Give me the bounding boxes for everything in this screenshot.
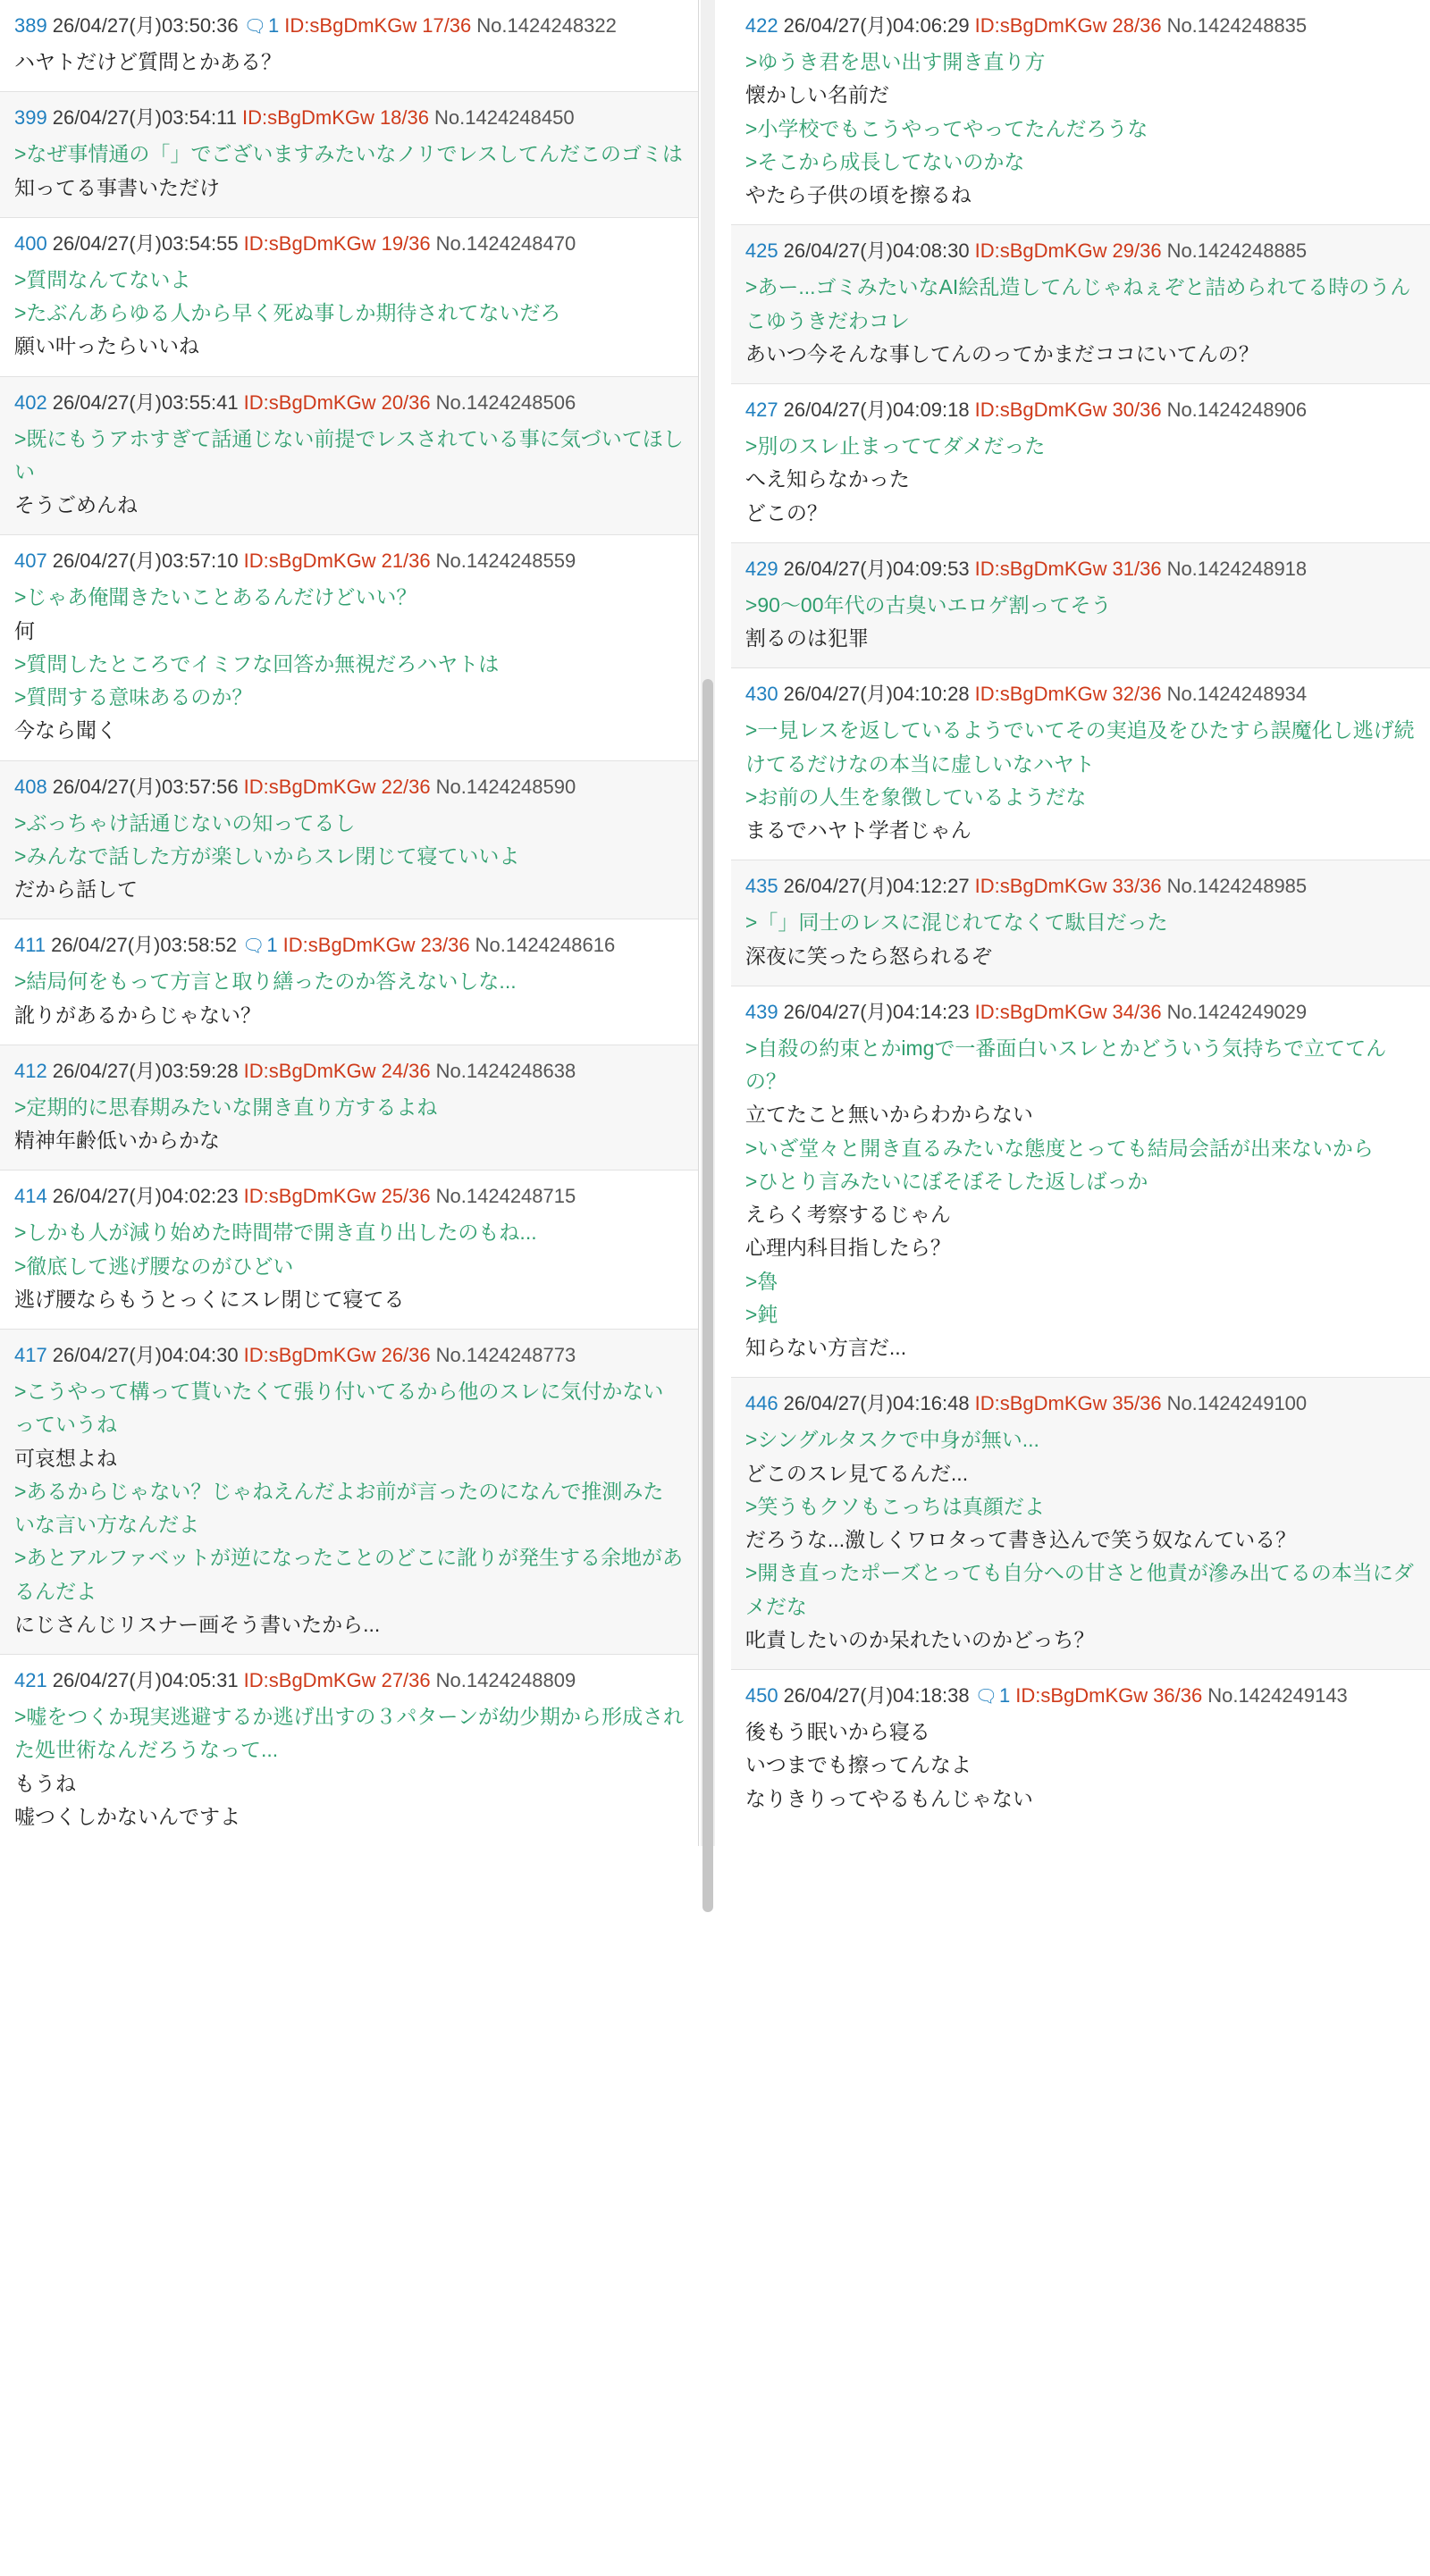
quote-line: >ゆうき君を思い出す開き直り方 xyxy=(744,50,1046,73)
post-no[interactable]: No.1424248985 xyxy=(1166,875,1308,898)
quote-line: >しかも人が減り始めた時間帯で開き直り出したのもね... xyxy=(14,1221,537,1245)
post-no[interactable]: No.1424248885 xyxy=(1166,239,1308,263)
post-meta xyxy=(14,388,684,417)
post-meta xyxy=(14,1056,684,1086)
text-line: 逃げ腰ならもうとっくにスレ閉じて寝てる xyxy=(14,1287,405,1311)
quote-line: >質問なんてないよ xyxy=(14,267,191,291)
post-meta xyxy=(14,546,684,575)
reply-bubble-icon[interactable]: 🗨 xyxy=(243,17,267,37)
post-no[interactable]: No.1424248906 xyxy=(1166,399,1308,421)
post-meta xyxy=(745,554,1416,583)
post-number[interactable]: 399 xyxy=(14,106,47,130)
post-count-badge: 17/36 xyxy=(422,14,472,37)
post-timestamp: 26/04/27(月)03:58:52 xyxy=(51,934,238,957)
poster-id[interactable]: ID:sBgDmKGw xyxy=(243,1669,376,1691)
post-count-badge: 21/36 xyxy=(381,550,431,573)
poster-id[interactable]: ID:sBgDmKGw xyxy=(974,875,1107,898)
post-no[interactable]: No.1424249029 xyxy=(1166,1000,1308,1023)
scrollbar-thumb[interactable] xyxy=(702,679,713,1912)
text-line: 知らない方言だ... xyxy=(744,1336,907,1359)
post-timestamp: 26/04/27(月)04:16:48 xyxy=(783,1392,970,1415)
quote-line: >既にもうアホすぎて話通じない前提でレスされている事に気づいてほしい xyxy=(14,426,684,483)
quote-line: >お前の人生を象徴しているようだな xyxy=(744,785,1087,809)
post-number[interactable]: 422 xyxy=(744,14,778,37)
text-line: 深夜に笑ったら怒られるぞ xyxy=(744,944,992,968)
post-timestamp: 26/04/27(月)03:55:41 xyxy=(52,390,239,414)
poster-id[interactable]: ID:sBgDmKGw xyxy=(242,106,374,130)
post-count-badge: 31/36 xyxy=(1112,557,1162,580)
poster-id[interactable]: ID:sBgDmKGw xyxy=(974,14,1107,37)
post-meta xyxy=(14,229,684,258)
poster-id[interactable]: ID:sBgDmKGw xyxy=(974,1000,1107,1023)
post-no[interactable]: No.1424248450 xyxy=(434,106,575,130)
post xyxy=(731,384,1430,543)
post-count-badge: 26/36 xyxy=(381,1344,431,1366)
post xyxy=(731,1378,1430,1670)
post-number[interactable]: 411 xyxy=(14,934,46,957)
post-meta xyxy=(745,236,1416,265)
post-body xyxy=(745,1032,1416,1365)
post-no[interactable]: No.1424248506 xyxy=(435,390,576,414)
post-timestamp: 26/04/27(月)04:09:18 xyxy=(783,399,970,421)
post-number[interactable]: 446 xyxy=(744,1392,778,1415)
post-timestamp: 26/04/27(月)04:06:29 xyxy=(783,14,970,37)
text-line: あいつ今そんな事してんのってかまだココにいてんの？ xyxy=(744,341,1259,365)
quote-line: >ひとり言みたいにぼそぼそした返しばっか xyxy=(744,1169,1148,1193)
post-body xyxy=(745,271,1416,371)
reply-count[interactable]: 1 xyxy=(266,934,278,957)
post xyxy=(0,0,698,92)
quote-line: >開き直ったポーズとっても自分への甘さと他責が滲み出てるの本当にダメだな xyxy=(744,1561,1414,1618)
post-count-badge: 35/36 xyxy=(1112,1392,1162,1415)
post-meta xyxy=(745,395,1416,424)
post xyxy=(0,218,698,377)
quote-line: >一見レスを返しているようでいてその実追及をひたすら誤魔化し逃げ続けてるだけなの本当に虚しいなハヤト xyxy=(744,718,1415,776)
quote-line: >シングルタスクで中身が無い... xyxy=(744,1428,1039,1452)
quote-line: >質問する意味あるのか？ xyxy=(14,685,253,709)
post-meta xyxy=(14,930,684,960)
post-number[interactable]: 389 xyxy=(14,14,47,37)
post-body xyxy=(14,423,684,523)
post xyxy=(731,0,1430,225)
post-timestamp: 26/04/27(月)04:10:28 xyxy=(783,683,970,706)
post-no[interactable]: No.1424249143 xyxy=(1207,1684,1348,1707)
post-meta xyxy=(745,871,1416,901)
text-line: まるでハヤト学者じゃん xyxy=(744,818,972,842)
post-meta xyxy=(14,103,684,132)
post-number[interactable]: 421 xyxy=(14,1669,47,1691)
post-timestamp: 26/04/27(月)04:14:23 xyxy=(783,1000,970,1023)
text-line: 立てたこと無いからわからない xyxy=(744,1103,1033,1127)
text-line: 今なら聞く xyxy=(14,718,117,743)
post-timestamp: 26/04/27(月)03:54:55 xyxy=(52,231,239,255)
post-meta xyxy=(14,1666,684,1695)
post-no[interactable]: No.1424248773 xyxy=(435,1344,576,1366)
quote-line: >いざ堂々と開き直るみたいな態度とっても結局会話が出来ないから xyxy=(744,1136,1374,1160)
post-number[interactable]: 427 xyxy=(744,399,778,421)
post xyxy=(731,1670,1430,1828)
post-timestamp: 26/04/27(月)04:05:31 xyxy=(52,1669,239,1691)
post-count-badge: 20/36 xyxy=(381,390,431,414)
post-number[interactable]: 400 xyxy=(14,231,47,255)
post-body xyxy=(745,1716,1416,1816)
post-meta xyxy=(745,679,1416,709)
poster-id[interactable]: ID:sBgDmKGw xyxy=(974,1392,1107,1415)
post-body xyxy=(14,264,684,364)
post-count-badge: 30/36 xyxy=(1112,399,1162,421)
quote-line: >たぶんあらゆる人から早く死ぬ事しか期待されてないだろ xyxy=(14,301,561,324)
reply-bubble-icon[interactable]: 🗨 xyxy=(974,1687,997,1707)
post-timestamp: 26/04/27(月)04:08:30 xyxy=(783,239,970,263)
post xyxy=(0,761,698,920)
post-meta xyxy=(14,11,684,40)
text-line: 懐かしい名前だ xyxy=(744,83,889,107)
quote-line: >鈍 xyxy=(744,1302,778,1326)
poster-id[interactable]: ID:sBgDmKGw xyxy=(243,1344,376,1366)
quote-line: >あとアルファベットが逆になったことのどこに訛りが発生する余地があるんだよ xyxy=(14,1546,684,1603)
post-body xyxy=(745,906,1416,973)
poster-id[interactable]: ID:sBgDmKGw xyxy=(974,399,1107,421)
post-no[interactable]: No.1424248559 xyxy=(435,550,576,573)
poster-id[interactable]: ID:sBgDmKGw xyxy=(284,14,417,37)
quote-line: >別のスレ止まっててダメだった xyxy=(744,434,1046,457)
post-timestamp: 26/04/27(月)03:57:56 xyxy=(52,775,239,798)
post-body xyxy=(745,714,1416,847)
quote-line: >90〜00年代の古臭いエロゲ割ってそう xyxy=(744,592,1112,617)
reply-count[interactable]: 1 xyxy=(268,14,280,37)
post-timestamp: 26/04/27(月)04:12:27 xyxy=(783,875,970,898)
post-count-badge: 36/36 xyxy=(1153,1684,1203,1707)
quote-line: >徹底して逃げ腰なのがひどい xyxy=(14,1254,294,1278)
post-body xyxy=(745,1423,1416,1657)
post-number[interactable]: 402 xyxy=(14,390,47,414)
quote-line: >定期的に思春期みたいな開き直り方するよね xyxy=(14,1095,438,1119)
post xyxy=(731,860,1430,986)
post-meta xyxy=(14,1340,684,1370)
post-timestamp: 26/04/27(月)03:59:28 xyxy=(52,1059,239,1082)
post-body xyxy=(14,1091,684,1158)
quote-line: >こうやって構って貰いたくて張り付いてるから他のスレに気付かないっていうね xyxy=(14,1380,664,1437)
post-meta xyxy=(745,1681,1416,1710)
post-no[interactable]: No.1424249100 xyxy=(1166,1392,1308,1415)
poster-id[interactable]: ID:sBgDmKGw xyxy=(974,683,1107,706)
post-number[interactable]: 429 xyxy=(744,557,778,580)
poster-id[interactable]: ID:sBgDmKGw xyxy=(974,239,1107,263)
post-body xyxy=(14,46,684,79)
quote-line: >小学校でもこうやってやってたんだろうな xyxy=(744,116,1148,140)
post-number[interactable]: 435 xyxy=(744,875,778,898)
post-no[interactable]: No.1424248322 xyxy=(476,14,617,37)
post-number[interactable]: 425 xyxy=(744,239,778,263)
quote-line: >魯 xyxy=(744,1269,778,1293)
post xyxy=(0,535,698,760)
post-no[interactable]: No.1424248715 xyxy=(435,1185,576,1208)
post-count-badge: 22/36 xyxy=(381,775,431,798)
post xyxy=(0,92,698,218)
post-body xyxy=(14,581,684,747)
quote-line: >笑うもクソもこっちは真顔だよ xyxy=(744,1494,1045,1518)
post-number[interactable]: 412 xyxy=(14,1059,47,1082)
post-count-badge: 28/36 xyxy=(1112,14,1162,37)
post-no[interactable]: No.1424248934 xyxy=(1166,683,1308,706)
post xyxy=(0,919,698,1045)
text-line: 叱責したいのか呆れたいのかどっち？ xyxy=(744,1627,1095,1651)
left-column-scrollbar[interactable] xyxy=(701,0,715,1846)
post xyxy=(731,543,1430,669)
quote-line: >ぶっちゃけ話通じないの知ってるし xyxy=(14,810,356,835)
text-line: へえ知らなかった xyxy=(744,467,910,491)
post xyxy=(0,1655,698,1846)
post-number[interactable]: 408 xyxy=(14,775,47,798)
post-no[interactable]: No.1424248470 xyxy=(435,231,576,255)
quote-line: >「」同士のレスに混じれてなくて駄目だった xyxy=(744,910,1168,935)
quote-line: >結局何をもって方言と取り繕ったのか答えないしな... xyxy=(14,969,517,994)
post xyxy=(731,668,1430,860)
post-no[interactable]: No.1424248809 xyxy=(435,1669,576,1691)
post-body xyxy=(745,46,1416,212)
text-line: えらく考察するじゃん xyxy=(744,1203,951,1226)
post-meta xyxy=(14,772,684,801)
text-line: 精神年齢低いからかな xyxy=(14,1129,220,1152)
left-column xyxy=(0,0,699,1846)
post-timestamp: 26/04/27(月)04:02:23 xyxy=(52,1185,239,1208)
text-line: そうごめんね xyxy=(14,493,138,516)
post-number[interactable]: 439 xyxy=(744,1000,778,1023)
text-line: いつまでも擦ってんなよ xyxy=(744,1753,972,1777)
quote-line: >みんなで話した方が楽しいからスレ閉じて寝ていいよ xyxy=(14,843,520,868)
post-count-badge: 19/36 xyxy=(381,231,431,255)
post xyxy=(731,225,1430,384)
text-line: 何 xyxy=(14,618,35,642)
poster-id[interactable]: ID:sBgDmKGw xyxy=(243,1185,376,1208)
post-timestamp: 26/04/27(月)04:09:53 xyxy=(783,557,970,580)
text-line: 願い叶ったらいいね xyxy=(14,334,199,358)
poster-id[interactable]: ID:sBgDmKGw xyxy=(974,557,1107,580)
post-timestamp: 26/04/27(月)03:50:36 xyxy=(52,14,239,37)
post-count-badge: 32/36 xyxy=(1112,683,1162,706)
post-count-badge: 24/36 xyxy=(381,1059,431,1082)
post-meta xyxy=(745,997,1416,1027)
post-body xyxy=(14,1700,684,1833)
post-timestamp: 26/04/27(月)03:54:11 xyxy=(52,106,238,130)
post-no[interactable]: No.1424248638 xyxy=(435,1059,576,1082)
poster-id[interactable]: ID:sBgDmKGw xyxy=(243,775,376,798)
post-number[interactable]: 414 xyxy=(14,1185,47,1208)
quote-line: >あー...ゴミみたいなAI絵乱造してんじゃねぇぞと詰められてる時のうんこゆうきだわコレ xyxy=(744,275,1411,332)
text-line: 知ってる事書いただけ xyxy=(14,175,220,199)
post-no[interactable]: No.1424248918 xyxy=(1166,557,1308,580)
post-no[interactable]: No.1424248616 xyxy=(475,934,616,957)
post-body xyxy=(745,430,1416,530)
poster-id[interactable]: ID:sBgDmKGw xyxy=(243,390,376,414)
poster-id[interactable]: ID:sBgDmKGw xyxy=(243,231,376,255)
quote-line: >質問したところでイミフな回答か無視だろハヤトは xyxy=(14,651,500,675)
post xyxy=(731,986,1430,1379)
reply-count[interactable]: 1 xyxy=(998,1684,1011,1707)
text-line: もうね xyxy=(14,1771,76,1795)
post-body xyxy=(745,589,1416,656)
poster-id[interactable]: ID:sBgDmKGw xyxy=(1015,1684,1148,1707)
quote-line: >そこから成長してないのかな xyxy=(744,149,1025,173)
right-column xyxy=(731,0,1430,1828)
text-line: 心理内科目指したら？ xyxy=(744,1236,951,1260)
text-line: だから話して xyxy=(14,877,138,901)
text-line: 嘘つくしかないんですよ xyxy=(14,1804,240,1828)
post-body xyxy=(14,965,684,1032)
text-line: なりきりってやるもんじゃない xyxy=(744,1786,1033,1810)
post xyxy=(0,377,698,536)
text-line: やたら子供の頃を擦るね xyxy=(744,183,972,206)
text-line: 可哀想よね xyxy=(14,1446,117,1470)
post-no[interactable]: No.1424248590 xyxy=(435,775,576,798)
post xyxy=(0,1171,698,1330)
text-line: 訛りがあるからじゃない？ xyxy=(14,1003,261,1027)
post-count-badge: 18/36 xyxy=(379,106,429,130)
post-number[interactable]: 450 xyxy=(744,1684,778,1707)
post-count-badge: 23/36 xyxy=(420,934,470,957)
text-line: だろうな...激しくワロタって書き込んで笑う奴なんている？ xyxy=(744,1528,1297,1551)
post-meta xyxy=(745,11,1416,40)
post-count-badge: 27/36 xyxy=(381,1669,431,1691)
post-number[interactable]: 417 xyxy=(14,1344,47,1366)
post-no[interactable]: No.1424248835 xyxy=(1166,14,1308,37)
post-number[interactable]: 407 xyxy=(14,550,47,573)
post xyxy=(0,1045,698,1171)
post-body xyxy=(14,1375,684,1641)
quote-line: >あるからじゃない？じゃねえんだよお前が言ったのになんで推測みたいな言い方なんだよ xyxy=(14,1479,664,1536)
quote-line: >じゃあ俺聞きたいことあるんだけどいい？ xyxy=(14,585,417,609)
post-body xyxy=(14,807,684,907)
poster-id[interactable]: ID:sBgDmKGw xyxy=(243,1059,376,1082)
post-body xyxy=(14,138,684,205)
post-count-badge: 29/36 xyxy=(1112,239,1162,263)
quote-line: >自殺の約束とかimgで一番面白いスレとかどういう気持ちで立ててんの？ xyxy=(744,1036,1387,1093)
text-line: どこの？ xyxy=(744,500,828,524)
text-line: にじさんじリスナー画そう書いたから... xyxy=(14,1612,381,1636)
text-line: どこのスレ見てるんだ... xyxy=(744,1461,969,1485)
reply-bubble-icon[interactable]: 🗨 xyxy=(242,936,265,957)
quote-line: >嘘をつくか現実逃避するか逃げ出すの３パターンが幼少期から形成された処世術なんだろうなって... xyxy=(14,1705,684,1762)
post-count-badge: 33/36 xyxy=(1112,875,1162,898)
text-line: 割るのは犯罪 xyxy=(744,626,869,650)
quote-line: >なぜ事情通の「」でございますみたいなノリでレスしてんだこのゴミは xyxy=(14,142,683,166)
post-timestamp: 26/04/27(月)03:57:10 xyxy=(52,550,239,573)
text-line: 後もう眠いから寝る xyxy=(744,1720,930,1743)
poster-id[interactable]: ID:sBgDmKGw xyxy=(282,934,416,957)
poster-id[interactable]: ID:sBgDmKGw xyxy=(243,550,376,573)
text-line: ハヤトだけど質問とかある？ xyxy=(14,50,282,73)
post-meta xyxy=(14,1181,684,1211)
post-timestamp: 26/04/27(月)04:04:30 xyxy=(52,1344,239,1366)
post-body xyxy=(14,1216,684,1316)
post xyxy=(0,1330,698,1655)
post-number[interactable]: 430 xyxy=(744,683,778,706)
post-count-badge: 25/36 xyxy=(381,1185,431,1208)
post-count-badge: 34/36 xyxy=(1112,1000,1162,1023)
post-meta xyxy=(745,1389,1416,1418)
post-timestamp: 26/04/27(月)04:18:38 xyxy=(783,1684,970,1707)
